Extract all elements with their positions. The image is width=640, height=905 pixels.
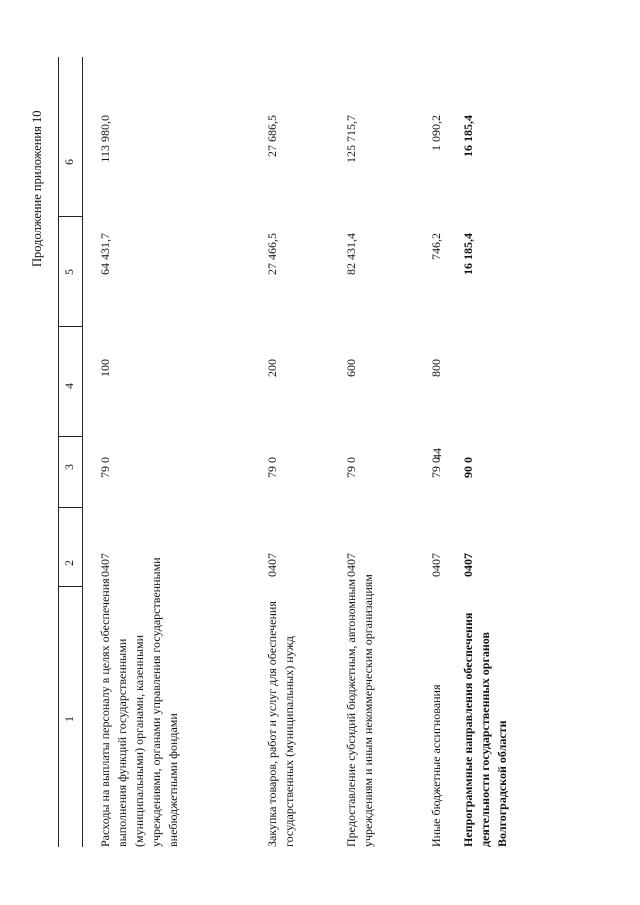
row-target-1: 79 0 <box>98 457 112 478</box>
header-divider-4 <box>58 326 82 327</box>
row-code-1: 0407 <box>98 553 112 577</box>
row-sum6-3: 125 715,7 <box>344 115 358 163</box>
column-header-5: 5 <box>62 269 76 275</box>
row-type-3: 600 <box>344 359 358 377</box>
header-divider-3 <box>58 436 82 437</box>
row-name-3: Предоставление субсидий бюджетным, автономным учреждениям и иным некоммерческим организациям <box>344 574 375 847</box>
row-target-2: 79 0 <box>265 457 279 478</box>
row-code-4: 0407 <box>429 553 443 577</box>
row-name-2: Закупка товаров, работ и услуг для обеспечения государственных (муниципальных) нужд <box>265 601 296 847</box>
header-divider-1 <box>58 586 82 587</box>
row-sum6-2: 27 686,5 <box>265 115 279 157</box>
row-target-5: 90 0 <box>461 457 475 478</box>
row-sum6-5: 16 185,4 <box>461 115 475 157</box>
row-type-4: 800 <box>429 359 443 377</box>
column-header-4: 4 <box>62 383 76 389</box>
row-code-3: 0407 <box>344 553 358 577</box>
header-divider-5 <box>58 216 82 217</box>
row-sum5-5: 16 185,4 <box>461 233 475 275</box>
row-target-3: 79 0 <box>344 457 358 478</box>
header-divider-2 <box>58 507 82 508</box>
row-sum5-2: 27 466,5 <box>265 233 279 275</box>
row-code-2: 0407 <box>265 553 279 577</box>
row-sum5-4: 746,2 <box>429 233 443 260</box>
row-name-5: Непрограммные направления обеспечения деятельности государственных органов Волгоградской области <box>461 612 509 847</box>
column-header-3: 3 <box>62 464 76 470</box>
row-name-1: Расходы на выплаты персоналу в целях обеспечения выполнения функций государственными (муниципальными) органами, казенными учреждениями, органами управления государственными внебюджетными фондами <box>98 557 180 847</box>
continuation-label: Продолжение приложения 10 <box>30 110 44 267</box>
column-header-1: 1 <box>62 716 76 722</box>
column-header-2: 2 <box>62 560 76 566</box>
row-name-4: Иные бюджетные ассигнования <box>429 684 443 847</box>
page-number: 44 <box>430 448 444 460</box>
row-type-1: 100 <box>98 359 112 377</box>
row-code-5: 0407 <box>461 553 475 577</box>
table-header-bottom-border <box>82 57 83 847</box>
table-top-border <box>58 57 59 847</box>
row-sum5-3: 82 431,4 <box>344 233 358 275</box>
row-sum6-1: 113 980,0 <box>98 115 112 163</box>
column-header-6: 6 <box>62 159 76 165</box>
row-target-4: 79 0 <box>429 457 443 478</box>
row-sum5-1: 64 431,7 <box>98 233 112 275</box>
row-sum6-4: 1 090,2 <box>429 115 443 151</box>
row-type-2: 200 <box>265 359 279 377</box>
